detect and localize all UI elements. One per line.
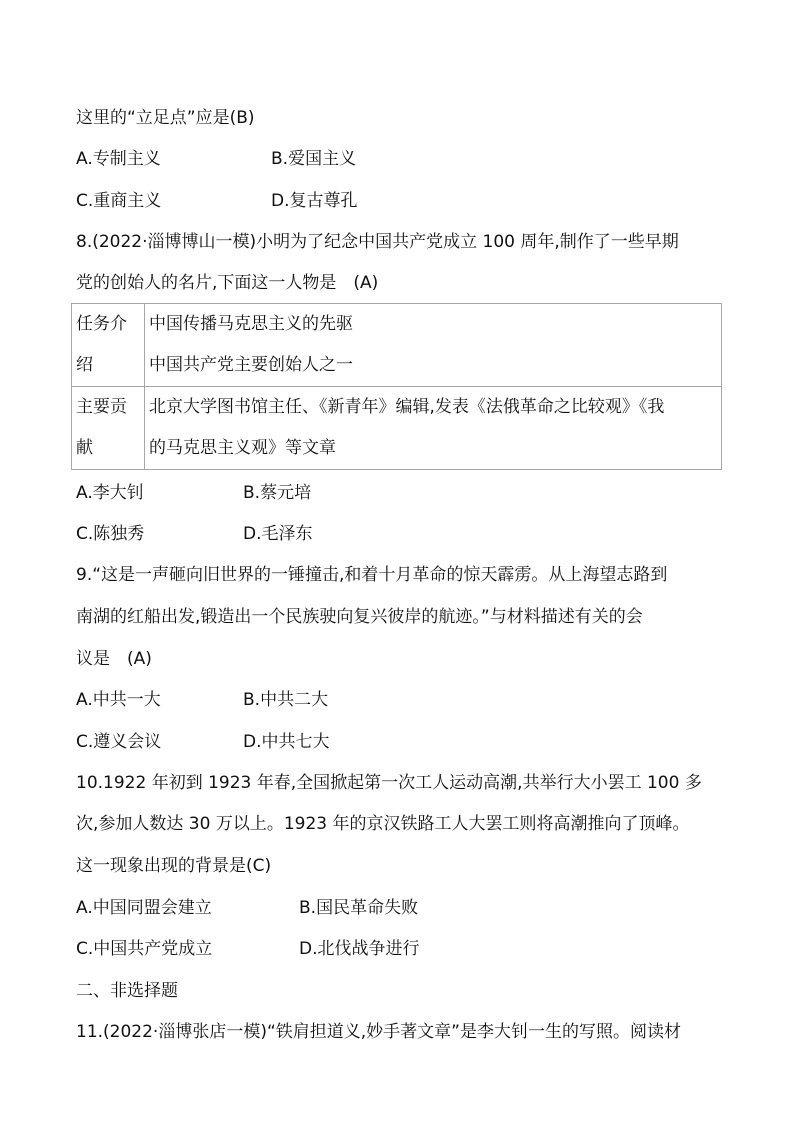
cell-text: 中国传播马克思主义的先驱 [149,314,353,334]
q10-option-b: B.国民革命失败 [299,898,419,918]
q7-stem-tail: 这里的“立足点”应是(B) [76,108,255,128]
q9-stem-line2: 南湖的红船出发,锻造出一个民族驶向复兴彼岸的航迹。”与材料描述有关的会 [76,607,643,627]
q8-option-c: C.陈独秀 [76,524,145,544]
q8-stem-line2: 党的创始人的名片,下面这一人物是 (A) [76,273,379,293]
cell-text: 北京大学图书馆主任、《新青年》编辑,发表《法俄革命之比较观》《我 [149,397,665,417]
q8-option-b: B.蔡元培 [243,483,312,503]
person-info-table [71,303,722,470]
q9-option-b: B.中共二大 [243,690,329,710]
q10-stem-line1: 10.1922 年初到 1923 年春,全国掀起第一次工人运动高潮,共举行大小罢工 100 多 [76,773,702,793]
q8-option-a: A.李大钊 [76,483,144,503]
q10-stem-line3: 这一现象出现的背景是(C) [76,856,272,876]
q10-option-a: A.中国同盟会建立 [76,898,212,918]
q10-stem-line2: 次,参加人数达 30 万以上。1923 年的京汉铁路工人大罢工则将高潮推向了顶峰。 [76,814,690,834]
row-header-text: 绍 [76,355,93,375]
row-content-task-intro [145,304,722,387]
q10-option-c: C.中国共产党成立 [76,939,213,959]
q7-option-c: C.重商主义 [76,191,162,211]
q8-stem-line1: 8.(2022·淄博博山一模)小明为了纪念中国共产党成立 100 周年,制作了一些早期 [76,232,679,252]
q9-option-a: A.中共一大 [76,690,161,710]
row-header-text: 献 [76,438,93,458]
section-title: 二、非选择题 [76,981,178,1001]
q7-option-d: D.复古尊孔 [271,191,358,211]
q9-stem-line1: 9.“这是一声砸向旧世界的一锤撞击,和着十月革命的惊天霹雳。从上海望志路到 [76,565,668,585]
q9-option-c: C.遵义会议 [76,732,162,752]
q8-option-d: D.毛泽东 [243,524,313,544]
row-header-text: 任务介 [76,314,127,334]
row-content-contribution [145,387,722,470]
q7-option-b: B.爱国主义 [271,149,357,169]
row-header-text: 主要贡 [76,397,127,417]
q7-option-a: A.专制主义 [76,149,161,169]
row-header-task-intro [72,304,145,387]
table-row [72,387,722,470]
row-header-contribution [72,387,145,470]
q9-stem-line3: 议是 (A) [76,649,152,669]
q10-option-d: D.北伐战争进行 [299,939,420,959]
cell-text: 的马克思主义观》等文章 [149,438,336,458]
q11-stem-line1: 11.(2022·淄博张店一模)“铁肩担道义,妙手著文章”是李大钊一生的写照。阅读材 [76,1022,681,1042]
q9-option-d: D.中共七大 [243,732,330,752]
table-row [72,304,722,387]
cell-text: 中国共产党主要创始人之一 [149,355,353,375]
